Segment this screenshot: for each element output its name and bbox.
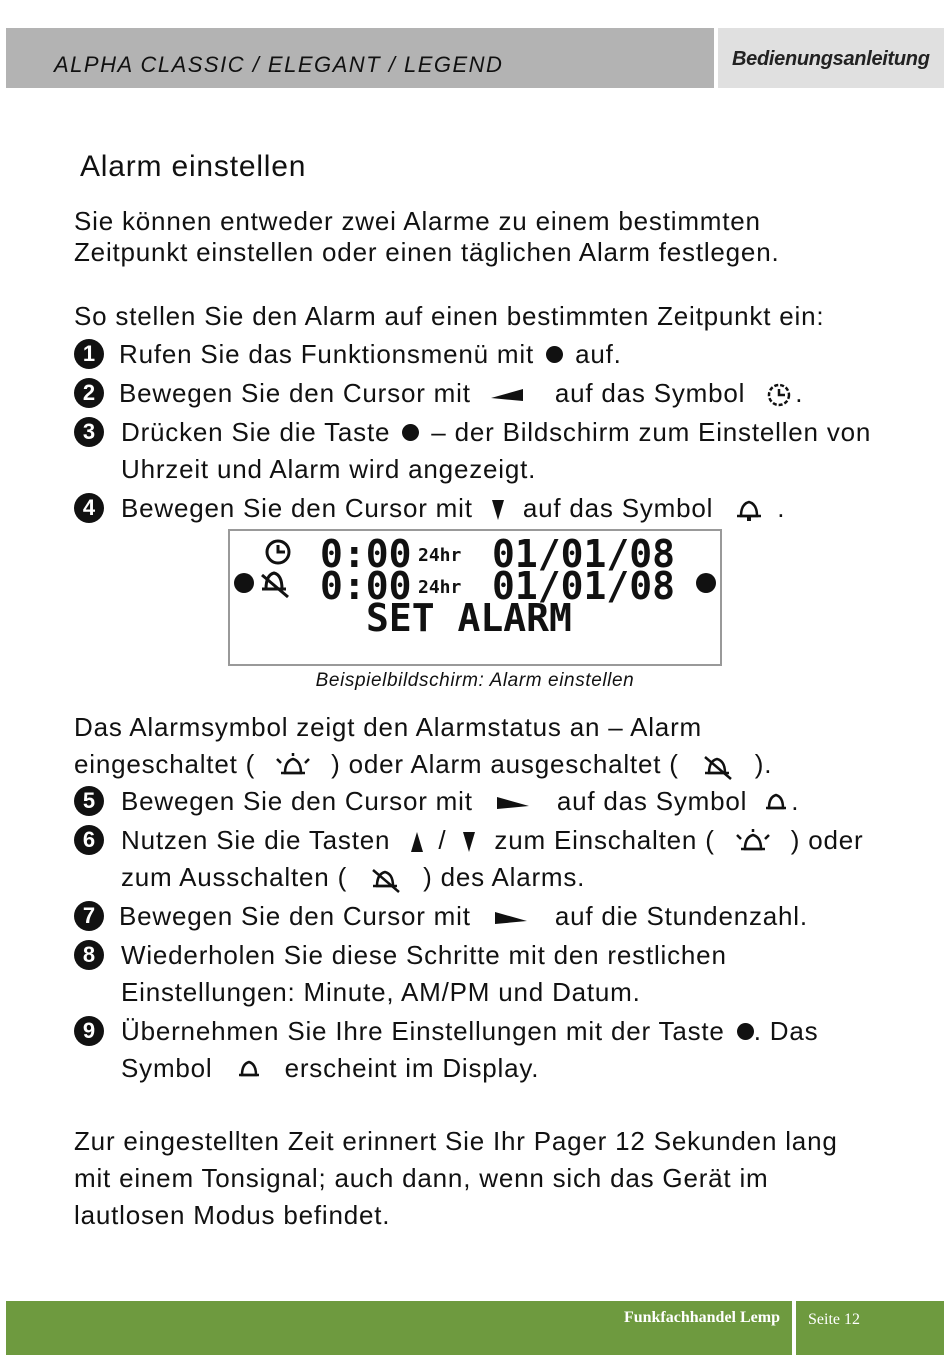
step-4-text-b: auf das Symbol (522, 493, 714, 523)
up-arrow-icon (406, 828, 428, 856)
footer-dealer-bar (6, 1301, 792, 1355)
select-button-icon (737, 1023, 754, 1040)
step-6-separator: / (438, 825, 447, 855)
alarm-on-icon (731, 827, 775, 857)
step-9-text-b: . Das (753, 1016, 819, 1046)
status-line-2b: ) oder Alarm ausgeschaltet ( (331, 749, 679, 779)
step-8-text-a: Wiederholen Sie diese Schritte mit den restlichen (121, 940, 727, 970)
closing-line-1: Zur eingestellten Zeit erinnert Sie Ihr Pager 12 Sekunden lang (74, 1126, 838, 1156)
select-button-icon (402, 424, 419, 441)
step-6-line-2 (121, 859, 585, 896)
step-2-text-a: Bewegen Sie den Cursor mit (119, 378, 471, 408)
dealer-name: Funkfachhandel Lemp (623, 1309, 780, 1326)
closing-paragraph (74, 1123, 838, 1234)
alarm-on-icon (271, 751, 315, 781)
closing-line-2: mit einem Tonsignal; auch dann, wenn sich das Gerät im (74, 1163, 769, 1193)
right-arrow-icon (491, 908, 535, 928)
step-number-5: 5 (74, 786, 104, 816)
step-3-text-a: Drücken Sie die Taste (121, 417, 391, 447)
clock-icon (765, 381, 795, 409)
step-3-line-2: Uhrzeit und Alarm wird angezeigt. (121, 454, 537, 484)
step-5-text-b: auf das Symbol (556, 786, 748, 816)
step-9-line-2 (121, 1050, 539, 1087)
step-number-9: 9 (74, 1016, 104, 1046)
step-number-3: 3 (74, 417, 104, 447)
status-line-2c: ). (754, 749, 773, 779)
step-7-text-b: auf die Stundenzahl. (554, 901, 808, 931)
step-2-text-c: . (795, 378, 804, 408)
bell-icon (231, 1057, 267, 1083)
step-4-text-c: . (777, 493, 786, 523)
step-8-line-2: Einstellungen: Minute, AM/PM und Datum. (121, 977, 641, 1007)
intro-line-1: Sie können entweder zwei Alarme zu einem bestimmten (74, 206, 761, 236)
step-number-7: 7 (74, 901, 104, 931)
doc-type-label: Bedienungsanleitung (732, 48, 930, 70)
status-line-1: Das Alarmsymbol zeigt den Alarmstatus an – Alarm (74, 712, 702, 742)
lcd-row-2-time: 0:00 (320, 564, 412, 608)
step-7-text-a: Bewegen Sie den Cursor mit (119, 901, 471, 931)
footer-page-bar (796, 1301, 944, 1355)
lcd-left-marker-icon (234, 573, 254, 593)
status-line-2a: eingeschaltet ( (74, 749, 256, 779)
lcd-caption: Beispielbildschirm: Alarm einstellen (315, 670, 635, 691)
lcd-set-alarm: SET ALARM (366, 596, 572, 640)
step-2-text-b: auf das Symbol (554, 378, 746, 408)
bell-icon (761, 790, 791, 816)
step-6-text-c: ) oder (790, 825, 864, 855)
step-number-6: 6 (74, 825, 104, 855)
bell-icon (729, 496, 769, 524)
step-9-line-2b: erscheint im Display. (284, 1053, 540, 1083)
left-arrow-icon (491, 385, 535, 405)
status-line-2 (74, 746, 772, 783)
lcd-row-2-format: 24hr (418, 577, 462, 598)
step-number-4: 4 (74, 493, 104, 523)
closing-line-3: lautlosen Modus befindet. (74, 1200, 391, 1230)
step-5-text-a: Bewegen Sie den Cursor mit (121, 786, 473, 816)
lcd-row-1-format: 24hr (418, 545, 462, 566)
lcd-row-1-time: 0:00 (320, 532, 412, 576)
alarm-off-icon (695, 751, 739, 781)
header-doc-type-bar (718, 28, 944, 88)
step-number-8: 8 (74, 940, 104, 970)
page-number: Seite 12 (808, 1311, 860, 1328)
alarm-off-icon (363, 864, 407, 894)
lcd-example-screen (228, 529, 722, 666)
lcd-right-marker-icon (696, 573, 716, 593)
step-9-line-2a: Symbol (121, 1053, 213, 1083)
step-9-text-a: Übernehmen Sie Ihre Einstellungen mit der Taste (121, 1016, 725, 1046)
step-number-2: 2 (74, 378, 104, 408)
down-arrow-icon (487, 496, 509, 524)
lcd-row-1-date: 01/01/08 (492, 532, 676, 576)
step-1-text-b: auf. (575, 339, 622, 369)
step-3-text-b: – der Bildschirm zum Einstellen von (431, 417, 872, 447)
step-6-line-2a: zum Ausschalten ( (121, 862, 348, 892)
alarm-status-paragraph (74, 709, 772, 783)
how-to-heading: So stellen Sie den Alarm auf einen bestimmten Zeitpunkt ein: (74, 301, 825, 331)
intro-paragraph (74, 206, 779, 268)
product-title: ALPHA CLASSIC / ELEGANT / LEGEND (54, 52, 504, 77)
intro-line-2: Zeitpunkt einstellen oder einen täglichen Alarm festlegen. (74, 237, 780, 267)
right-arrow-icon (493, 793, 537, 813)
step-number-1: 1 (74, 339, 104, 369)
step-6-text-a: Nutzen Sie die Tasten (121, 825, 391, 855)
down-arrow-icon (458, 828, 480, 856)
header-product-bar (6, 28, 714, 88)
lcd-row-2-date: 01/01/08 (492, 564, 676, 608)
step-1-text-a: Rufen Sie das Funktionsmenü mit (119, 339, 534, 369)
select-button-icon (546, 346, 563, 363)
lcd-clock-icon (262, 537, 296, 567)
step-4-text-a: Bewegen Sie den Cursor mit (121, 493, 473, 523)
step-5-text-c: . (791, 786, 800, 816)
section-title: Alarm einstellen (80, 150, 307, 183)
step-6-line-2b: ) des Alarms. (423, 862, 586, 892)
step-6-text-b: zum Einschalten ( (494, 825, 715, 855)
lcd-alarm-off-icon (258, 567, 292, 599)
